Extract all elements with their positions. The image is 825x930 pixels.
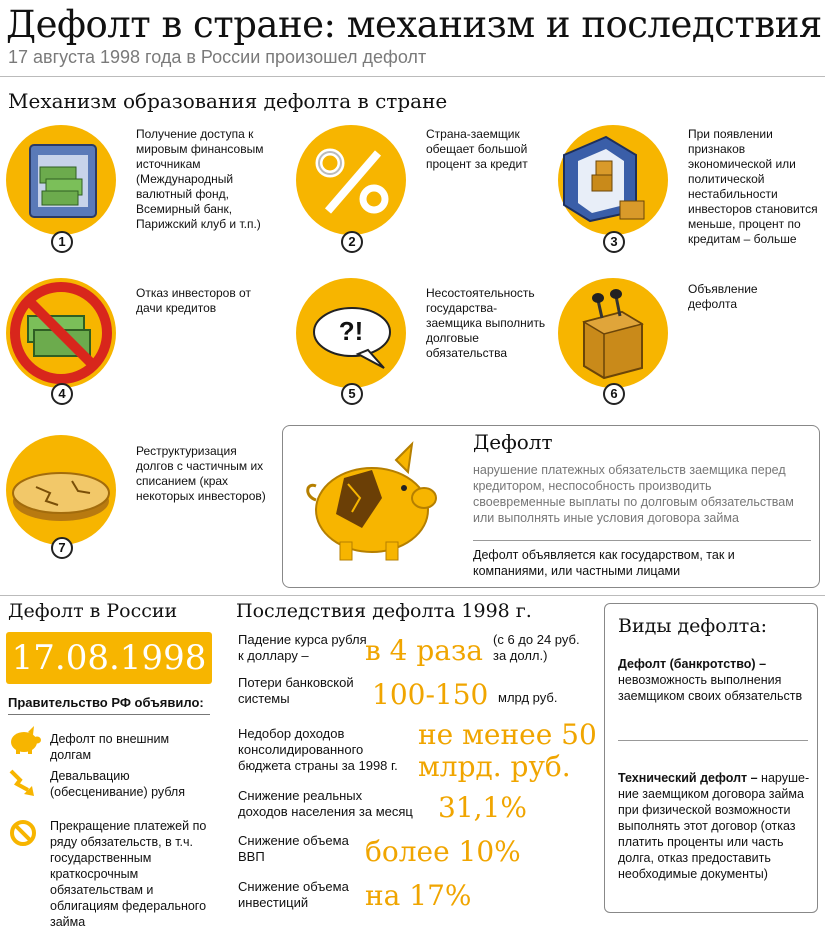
bubble-text: ?! — [338, 316, 364, 346]
step-7-text: Реструктуризация долгов с частичным их списанием (крах некоторых инвесторов) — [136, 444, 266, 503]
step-1-number: 1 — [51, 231, 73, 253]
percent-icon — [296, 125, 406, 235]
govt-item-3: Прекращение платежей по ряду обязательств, в т.ч. государственным краткосрочным обязательствам и облигациям федерального займа — [50, 819, 207, 929]
type-item-2 — [618, 770, 813, 882]
types-heading: Виды дефолта: — [618, 615, 768, 637]
default-date-badge: 17.08.1998 — [6, 632, 212, 684]
consequence-value-3: не менее 50 млрд. руб. — [418, 718, 597, 783]
step-2-circle — [296, 125, 406, 235]
step-7-number: 7 — [51, 537, 73, 559]
consequences-heading: Последствия дефолта 1998 г. — [236, 600, 532, 622]
consequence-value-5: более 10% — [365, 835, 521, 868]
mechanism-title: Механизм образования дефолта в стране — [8, 89, 448, 113]
consequence-value-6: на 17% — [365, 879, 472, 912]
page-subtitle: 17 августа 1998 года в России произошел дефолт — [8, 47, 427, 67]
consequence-note-2: млрд руб. — [498, 690, 558, 705]
consequence-label-2: Потери банковской системы — [238, 675, 354, 706]
down-arrow-icon — [8, 768, 38, 798]
step-3-circle — [558, 125, 668, 235]
consequence-value-4: 31,1% — [438, 791, 527, 824]
consequence-label-5: Снижение объема ВВП — [238, 833, 349, 864]
consequence-label-3: Недобор доходов консолидированного бюджета страны за 1998 г. — [238, 726, 398, 773]
govt-item-2: Девальвацию (обесценивание) рубля — [50, 769, 185, 799]
step-4-circle — [6, 278, 116, 388]
broken-piggy-bank-icon — [300, 438, 450, 568]
cracked-coin-icon — [6, 435, 116, 545]
box-with-plugs-icon — [558, 278, 668, 388]
step-6-number: 6 — [603, 383, 625, 405]
consequence-label-4: Снижение реальных доходов населения за месяц — [238, 788, 413, 819]
default-note: Дефолт объявляется как государством, так и компаниями, или частными лицами — [473, 548, 735, 578]
page-title: Дефолт в стране: механизм и последствия — [6, 3, 822, 46]
step-6-text: Объявление дефолта — [688, 282, 758, 311]
step-5-circle — [296, 278, 406, 388]
step-1-text: Получение доступа к мировым финансовым источникам (Международный валютный фонд, Всемирный банк, Парижский клуб и т.п.) — [136, 127, 264, 231]
type-def-1: невозможность выполнения заемщиком своих обязательств — [618, 673, 803, 703]
step-1-circle — [6, 125, 116, 235]
default-box-divider — [473, 540, 811, 541]
step-3-text: При появлении признаков экономической или политической нестабильности инвесторов становится меньше, процент по кредитам – больше — [688, 127, 818, 246]
consequence-label-1: Падение курса рубля к доллару – — [238, 632, 367, 663]
step-2-text: Страна-заемщик обещает большой процент за кредит — [426, 127, 528, 171]
russia-heading: Дефолт в России — [8, 600, 178, 622]
government-label: Правительство РФ объявило: — [8, 695, 204, 710]
section-divider — [0, 595, 825, 596]
default-description: нарушение платежных обязательств заемщика перед кредитором, неспособность производить своевременные выплаты по долговым обязательствам или выполнять иные условия договора займа — [473, 463, 794, 525]
default-heading: Дефолт — [473, 430, 553, 454]
step-3-number: 3 — [603, 231, 625, 253]
step-2-number: 2 — [341, 231, 363, 253]
header-divider — [0, 76, 825, 77]
step-4-text: Отказ инвесторов от дачи кредитов — [136, 286, 251, 315]
type-item-1 — [618, 656, 808, 704]
consequence-value-2: 100-150 — [372, 678, 489, 711]
types-divider — [618, 740, 808, 741]
consequence-value-1: в 4 раза — [365, 634, 483, 667]
type-term-2: Технический дефолт – — [618, 771, 758, 785]
consequence-label-6: Снижение объема инвестиций — [238, 879, 349, 910]
govt-item-1: Дефолт по внешним долгам — [50, 732, 170, 762]
crossed-money-icon — [6, 278, 116, 388]
step-6-circle — [558, 278, 668, 388]
step-7-circle — [6, 435, 116, 545]
piggy-bank-icon — [6, 726, 42, 754]
type-term-1: Дефолт (банкротство) – — [618, 657, 767, 671]
truck-with-boxes-icon — [558, 125, 668, 235]
safe-with-money-icon — [6, 125, 116, 235]
prohibition-icon — [8, 818, 38, 848]
consequence-note-1: (с 6 до 24 руб. за долл.) — [493, 632, 580, 663]
step-4-number: 4 — [51, 383, 73, 405]
step-5-text: Несостоятельность государства-заемщика выполнить долговые обязательства — [426, 286, 546, 360]
type-def-2: нарушение заемщиком договора займа при физической возможности выполнять этот договор (отказ платить проценты или часть долга, отказ предоставить необходимые документы) — [618, 771, 810, 881]
government-divider — [8, 714, 210, 715]
step-5-number: 5 — [341, 383, 363, 405]
